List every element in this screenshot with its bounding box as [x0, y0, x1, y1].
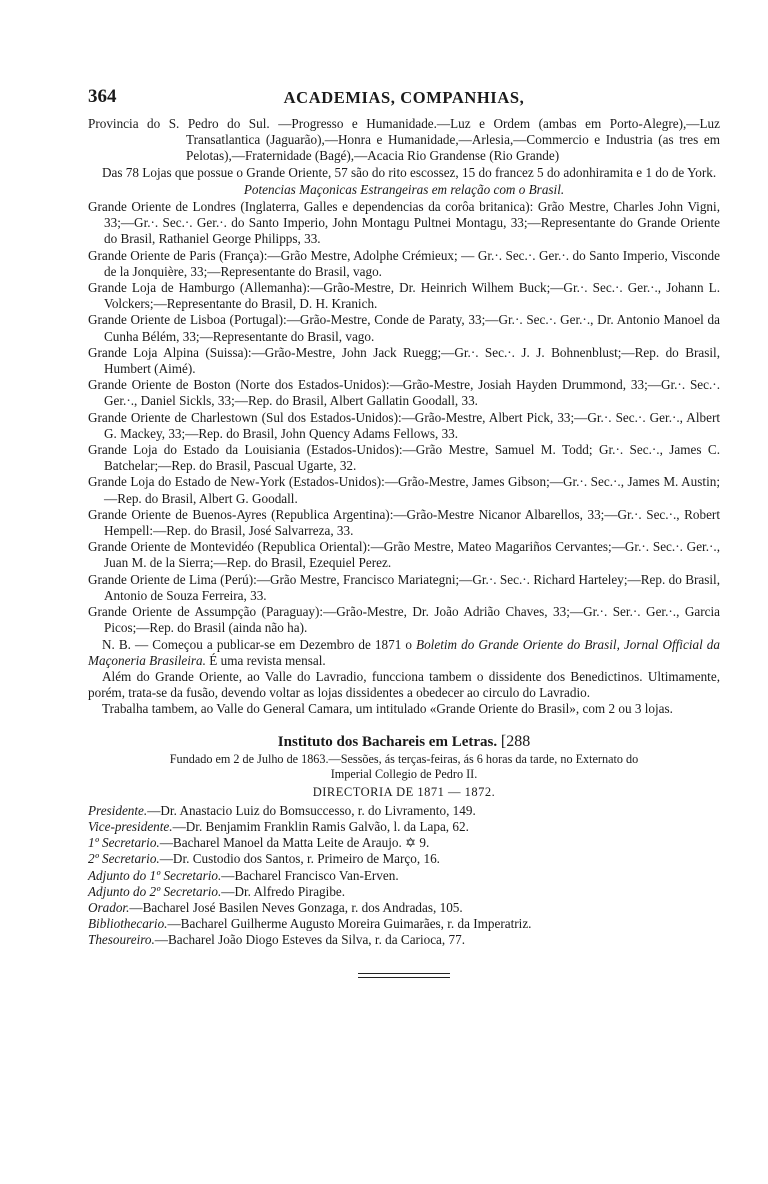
officer-row: [88, 803, 720, 819]
instituto-name: Instituto dos Bachareis em Letras.: [277, 733, 498, 750]
officer-row: [88, 819, 720, 835]
officer-role: Adjunto do 1º Secretario.: [88, 867, 222, 883]
provincia-rs-lead: Provincia do S. Pedro do Sul.: [88, 116, 270, 131]
officer-text: —Dr. Alfredo Piragibe.: [221, 883, 346, 899]
officer-role: Bibliothecario.: [88, 916, 168, 932]
officer-role: 2º Secretario.: [88, 851, 160, 867]
officer-row: [88, 851, 720, 867]
officer-text: —Bacharel Guilherme Augusto Moreira Guimarães, r. da Imperatriz.: [167, 916, 532, 932]
alem-paragraph: Além do Grande Oriente, ao Valle do Lavradio, funcciona tambem o dissidente dos Benedictinos. Ultimamente, porém, trata-se da fusão, devendo voltar as lojas dissidentes a obedecer ao circulo do Lavradio.: [88, 668, 720, 701]
officer-role: Orador.: [88, 899, 130, 915]
potencia-entry: Grande Loja do Estado da Louisiania (Estados-Unidos):—Grão Mestre, Samuel M. Todd; Gr.·. Sec.·., James C. Batchelar;—Rep. do Brasil, Pascual Ugarte, 32.: [88, 442, 720, 474]
potencia-entry: Grande Oriente de Londres (Inglaterra, Galles e dependencias da corôa britanica): Grão Mestre, Charles John Vigni, 33;—Gr.·. Sec.·. Ger.·. do Santo Imperio, John Montagu Pultnei Montagu, 33;—Representante do Grande Oriente do Brasil, Rathaniel George Philipps, 33.: [88, 199, 720, 247]
officer-row: [88, 884, 720, 900]
officer-role: Presidente.: [88, 802, 148, 818]
page-header: [88, 86, 720, 112]
instituto-founded: [88, 752, 720, 782]
officer-text: —Bacharel Francisco Van-Erven.: [221, 867, 399, 883]
instituto-ref: [288: [500, 732, 531, 750]
potencia-entry: Grande Oriente de Montevidéo (Republica Oriental):—Grão Mestre, Mateo Magariños Cervantes;—Gr.·. Sec.·. Ger.·., Juan M. de la Sierra;—Rep. do Brasil, Ezequiel Perez.: [88, 539, 720, 571]
officer-text: —Dr. Anastacio Luiz do Bomsuccesso, r. do Livramento, 149.: [147, 802, 476, 818]
potencia-entry: Grande Oriente de Assumpção (Paraguay):—Grão-Mestre, Dr. João Adrião Chaves, 33;—Gr.·. Ser.·. Ger.·., Garcia Picos;—Rep. do Brasil (ainda não ha).: [88, 604, 720, 636]
nota-after: É uma revista mensal.: [205, 652, 326, 668]
trabalha-paragraph: Trabalha tambem, ao Valle do General Camara, um intitulado «Grande Oriente do Brasil», com 2 ou 3 lojas.: [102, 701, 673, 717]
officer-text: —Bacharel João Diogo Esteves da Silva, r. da Carioca, 77.: [154, 932, 465, 948]
potencia-entry: Grande Loja do Estado de New-York (Estados-Unidos):—Grão-Mestre, James Gibson;—Gr.·. Sec.·., James M. Austin;—Rep. do Brasil, Albert G. Goodall.: [88, 474, 720, 506]
page-number: 364: [88, 86, 117, 107]
officer-text: —Dr. Custodio dos Santos, r. Primeiro de Março, 16.: [159, 851, 440, 867]
lojas-summary: Das 78 Lojas que possue o Grande Oriente, 57 são do rito escossez, 15 do francez 5 do adonhiramita e 1 do de York.: [102, 164, 717, 180]
closing-rule: [358, 973, 450, 974]
officer-row: [88, 900, 720, 916]
officer-role: Thesoureiro.: [88, 932, 155, 948]
nota-bene: [88, 637, 720, 669]
officer-role: 1º Secretario.: [88, 835, 160, 851]
officer-row: [88, 868, 720, 884]
potencia-entry: Grande Oriente de Lisboa (Portugal):—Grão-Mestre, Conde de Paraty, 33;—Gr.·. Sec.·. Ger.·., Dr. Antonio Manoel da Cunha Bélém, 33;—Representante do Brasil, vago.: [88, 312, 720, 344]
nota-before: N. B. — Começou a publicar-se em Dezembro de 1871 o: [102, 636, 417, 652]
officer-row: [88, 835, 720, 851]
potencia-entry: Grande Oriente de Lima (Perú):—Grão Mestre, Francisco Mariategni;—Gr.·. Sec.·. Richard Harteley;—Rep. do Brasil, Antonio de Souza Ferreira, 33.: [88, 571, 720, 603]
officer-role: Adjunto do 2º Secretario.: [88, 883, 222, 899]
potencia-entry: Grande Oriente de Buenos-Ayres (Republica Argentina):—Grão-Mestre Nicanor Albarellos, 33;—Gr.·. Sec.·., Robert Hempell:—Rep. do Brasil, José Salvarreza, 33.: [88, 506, 720, 539]
officer-role: Vice-presidente.: [88, 818, 173, 834]
boletim-title: Boletim do Grande Oriente do Brasil, Jornal Official da Maçoneria Brasileira.: [88, 636, 720, 668]
provincia-rs-text: —Progresso e Humanidade.—Luz e Ordem (ambas em Porto-Alegre),—Luz Transatlantica (Jaguarão),—Honra e Humanidade,—Arlesia,—Commercio e Industria (as tres em Pelotas),—Fraternidade (Bagé),—Acacia Rio Grandense (Rio Grande): [186, 116, 721, 164]
closing-rule-thin: [358, 977, 450, 978]
directoria-heading: DIRECTORIA DE 1871 — 1872.: [312, 784, 496, 799]
instituto-title: [88, 732, 720, 752]
potencia-entry: Grande Oriente de Charlestown (Sul dos Estados-Unidos):—Grão-Mestre, Albert Pick, 33;—Gr.·. Sec.·. Ger.·., Albert G. Mackey, 33;—Rep. do Brasil, John Quency Adams Fellows, 33.: [88, 409, 720, 441]
founded-line-2: Imperial Collegio de Pedro II.: [330, 766, 478, 781]
potencia-entry: Grande Oriente de Boston (Norte dos Estados-Unidos):—Grão-Mestre, Josiah Hayden Drummond, 33;—Gr.·. Sec.·. Ger.·., Daniel Sickls, 33;—Rep. do Brasil, Albert Gallatin Goodall, 33.: [88, 377, 720, 409]
officer-text: —Dr. Benjamim Franklin Ramis Galvão, l. da Lapa, 62.: [172, 818, 469, 834]
officer-text: —Bacharel José Basilen Neves Gonzaga, r. dos Andradas, 105.: [129, 899, 463, 915]
officer-row: [88, 916, 720, 932]
potencias-heading: Potencias Maçonicas Estrangeiras em relação com o Brasil.: [243, 181, 565, 197]
potencia-entry: Grande Loja Alpina (Suissa):—Grão-Mestre, John Jack Ruegg;—Gr.·. Sec.·. J. J. Bohnenblust;—Rep. do Brasil, Humbert (Aimé).: [88, 344, 720, 377]
provincia-rs-entry: [88, 116, 720, 165]
potencia-entry: Grande Oriente de Paris (França):—Grão Mestre, Adolphe Crémieux; — Gr.·. Sec.·. Ger.·. do Santo Imperio, Visconde de la Jonquière, 33;—Representante do Brasil, vago.: [88, 247, 720, 279]
page-body: [88, 116, 720, 978]
founded-line-1: Fundado em 2 de Julho de 1863.—Sessões, ás terças-feiras, ás 6 horas da tarde, no Externato do: [169, 751, 639, 766]
potencia-entry: Grande Loja de Hamburgo (Allemanha):—Grão-Mestre, Dr. Heinrich Wilhem Buck;—Gr.·. Sec.·. Ger.·., Johann L. Volckers;—Representante do Brasil, D. H. Kranich.: [88, 280, 720, 312]
running-title: ACADEMIAS, COMPANHIAS,: [283, 88, 525, 107]
officer-text: —Bacharel Manoel da Matta Leite de Araujo. ✡ 9.: [159, 835, 430, 851]
officer-row: [88, 932, 720, 948]
